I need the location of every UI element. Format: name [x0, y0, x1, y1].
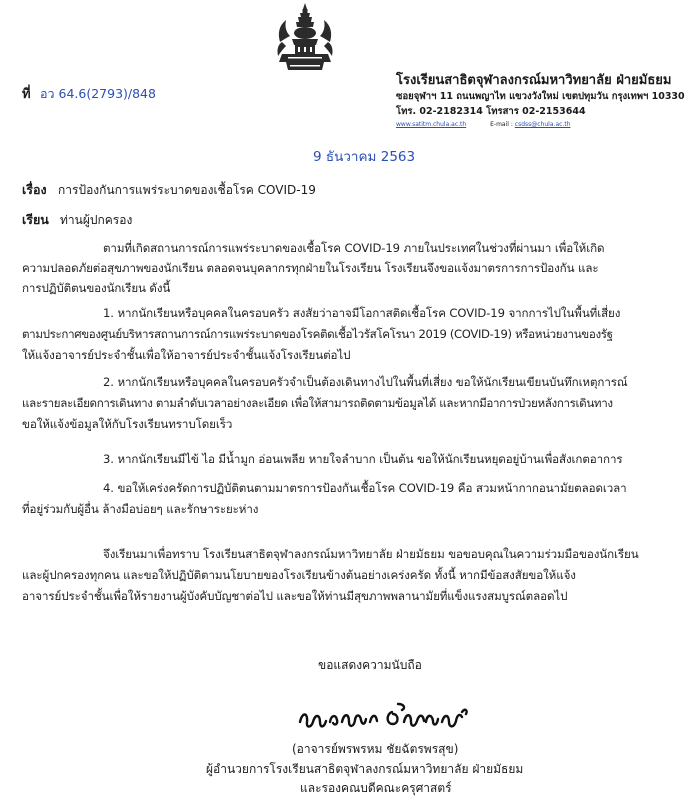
- email-link[interactable]: csdss@chula.ac.th: [514, 121, 571, 128]
- recipient-text: ท่านผู้ปกครอง: [60, 213, 133, 227]
- body-line: ตามที่เกิดสถานการณ์การแพร่ระบาดของเชื้อโรค COVID-19 ภายในประเทศในช่วงที่ผ่านมา เพื่อให้เกิด: [103, 241, 605, 255]
- body-line: ให้แจ้งอาจารย์ประจำชั้นเพื่อให้อาจารย์ประจำชั้นแจ้งโรงเรียนต่อไป: [22, 348, 351, 362]
- letter-date: 9 ธันวาคม 2563: [313, 149, 416, 165]
- body-line: และรายละเอียดการเดินทาง ตามลำดับเวลาอย่างละเอียด เพื่อให้สามารถติดตามข้อมูลได้ และหากมีอาการป่วยหลังการเดินทาง: [22, 396, 613, 410]
- signatory-title: ผู้อำนวยการโรงเรียนสาธิตจุฬาลงกรณ์มหาวิทยาลัย ฝ่ายมัธยม: [206, 762, 524, 776]
- body-line: ความปลอดภัยต่อสุขภาพของนักเรียน ตลอดจนบุคลากรทุกฝ่ายในโรงเรียน โรงเรียนจึงขอแจ้งมาตรการการป้องกัน และ: [22, 261, 599, 275]
- website-link[interactable]: www.satitm.chula.ac.th: [396, 121, 467, 128]
- handwritten-signature: [296, 700, 472, 730]
- school-name: โรงเรียนสาธิตจุฬาลงกรณ์มหาวิทยาลัย ฝ่ายมัธยม: [396, 73, 672, 88]
- body-line: ตามประกาศของศูนย์บริหารสถานการณ์การแพร่ระบาดของโรคติดเชื้อไวรัสโคโรนา 2019 (COVID-19) หรือหน่วยงานของรัฐ: [22, 327, 613, 341]
- reference-label: ที่: [22, 87, 31, 102]
- subject-label: เรื่อง: [22, 182, 47, 197]
- recipient-label: เรียน: [22, 212, 49, 227]
- svg-text:พรพหม ชัยฉัตรพรสุข: พรพหม ชัยฉัตรพรสุข: [296, 729, 306, 730]
- school-crest-logo: [276, 2, 334, 74]
- reference-number: อว 64.6(2793)/848: [40, 86, 156, 101]
- body-line: ขอให้แจ้งข้อมูลให้กับโรงเรียนทราบโดยเร็ว: [22, 417, 233, 431]
- signatory-title-2: และรองคณบดีคณะครุศาสตร์: [300, 781, 452, 795]
- body-line: และผู้ปกครองทุกคน และขอให้ปฏิบัติตามนโยบายของโรงเรียนข้างต้นอย่างเคร่งครัด ทั้งนี้ หากมีข้อสงสัยขอให้แจ้ง: [22, 568, 576, 582]
- body-line: 2. หากนักเรียนหรือบุคคลในครอบครัวจำเป็นต้องเดินทางไปในพื้นที่เสี่ยง ขอให้นักเรียนเขียนบันทึกเหตุการณ์: [103, 375, 628, 389]
- body-line: 3. หากนักเรียนมีไข้ ไอ มีน้ำมูก อ่อนเพลีย หายใจลำบาก เป็นต้น ขอให้นักเรียนหยุดอยู่บ้านเพื่อสังเกตอาการ: [103, 452, 623, 466]
- subject-text: การป้องกันการแพร่ระบาดของเชื้อโรค COVID-19: [58, 183, 316, 197]
- email-label: E-mail :: [490, 121, 513, 128]
- body-line: 4. ขอให้เคร่งครัดการปฏิบัติตนตามมาตรการป้องกันเชื้อโรค COVID-19 คือ สวมหน้ากากอนามัยตลอดเวลา: [103, 481, 627, 495]
- body-line: การปฏิบัติตนของนักเรียน ดังนี้: [22, 281, 171, 295]
- body-line: ที่อยู่ร่วมกับผู้อื่น ล้างมือบ่อยๆ และรักษาระยะห่าง: [22, 502, 259, 516]
- body-line: จึงเรียนมาเพื่อทราบ โรงเรียนสาธิตจุฬาลงกรณ์มหาวิทยาลัย ฝ่ายมัธยม ขอขอบคุณในความร่วมมือของนักเรียน: [103, 547, 639, 561]
- body-line: 1. หากนักเรียนหรือบุคคลในครอบครัว สงสัยว่าอาจมีโอกาสติดเชื้อโรค COVID-19 จากการไปในพื้นที่เสี่ยง: [103, 306, 621, 320]
- signatory-name: (อาจารย์พรพรหม ชัยฉัตรพรสุข): [292, 742, 459, 756]
- school-address: ซอยจุฬาฯ 11 ถนนพญาไท แขวงวังใหม่ เขตปทุมวัน กรุงเทพฯ 10330: [396, 91, 685, 102]
- contact-line: [396, 121, 570, 128]
- closing-regards: ขอแสดงความนับถือ: [318, 658, 422, 672]
- school-phone: โทร. 02-2182314 โทรสาร 02-2153644: [396, 106, 586, 117]
- body-line: อาจารย์ประจำชั้นเพื่อให้รายงานผู้บังคับบัญชาต่อไป และขอให้ท่านมีสุขภาพพลานามัยที่แข็งแรงสมบูรณ์ตลอดไป: [22, 589, 568, 603]
